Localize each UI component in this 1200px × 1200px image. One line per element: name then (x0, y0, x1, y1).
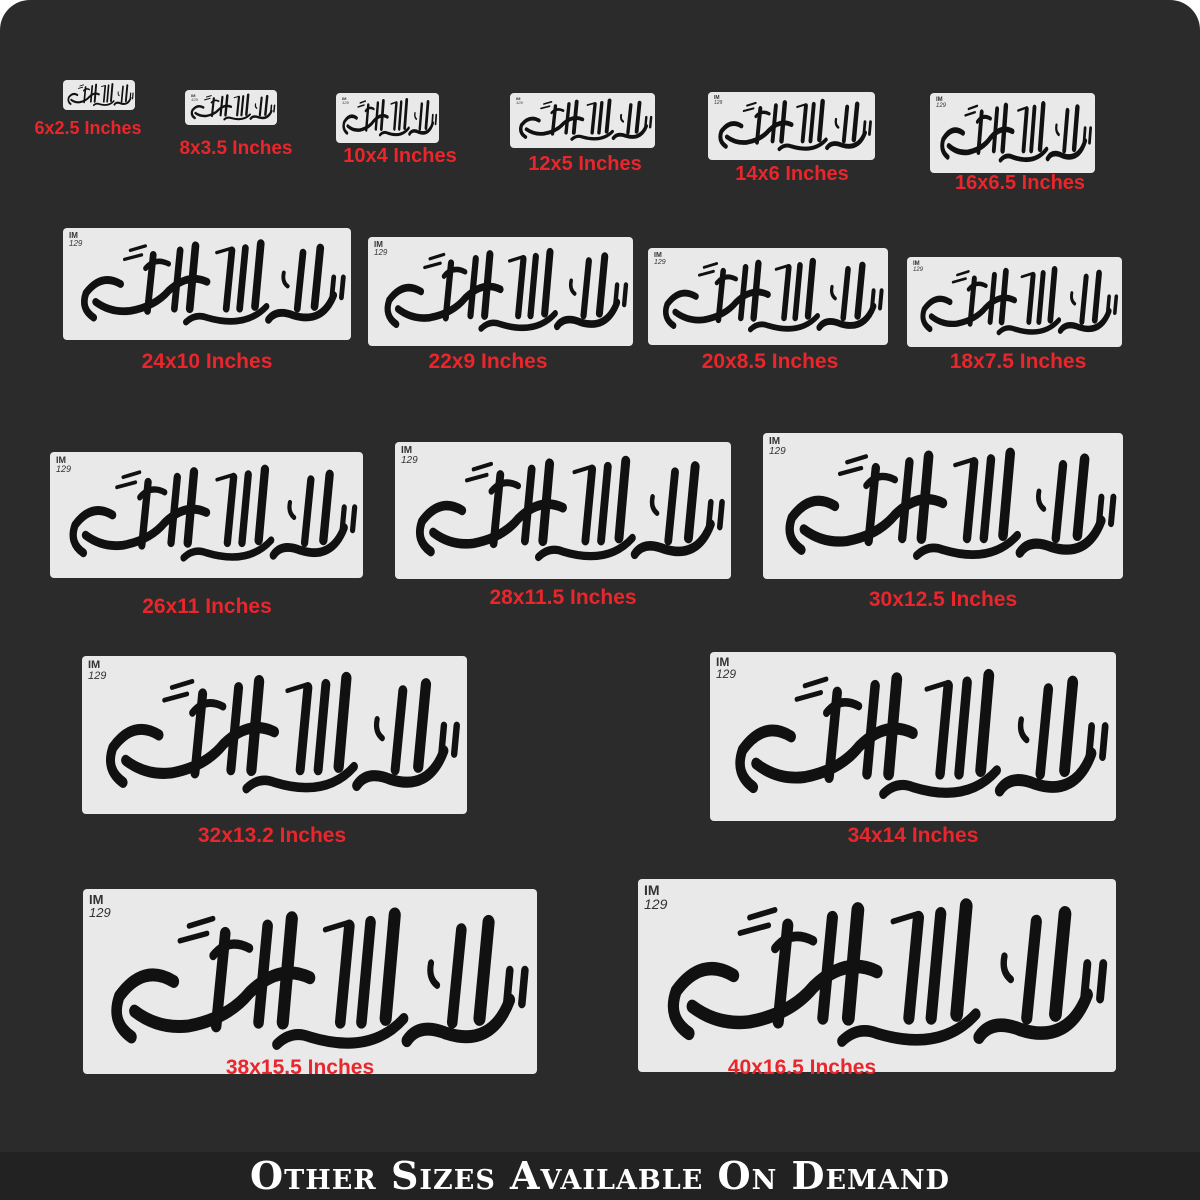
bismillah-calligraphy-icon (708, 92, 875, 160)
design-number: 129 (516, 100, 523, 105)
brand-mark: IM (89, 892, 104, 907)
design-number: 129 (654, 259, 666, 266)
stencil-card (368, 237, 633, 346)
brand-mark: IM (654, 252, 662, 259)
stencil-card (50, 452, 363, 578)
bismillah-calligraphy-icon (368, 237, 633, 346)
design-number: 129 (714, 100, 723, 106)
design-number: 129 (88, 670, 107, 682)
stencil-card (185, 90, 277, 125)
design-number: 129 (374, 248, 388, 257)
stencil-card (336, 93, 439, 143)
bismillah-calligraphy-icon (638, 879, 1116, 1072)
design-number: 129 (936, 103, 947, 109)
brand-mark: IM (769, 436, 781, 447)
brand-mark: IM (191, 93, 196, 98)
brand-mark: IM (913, 261, 920, 267)
brand-mark: IM (342, 96, 347, 101)
design-number: 129 (69, 239, 83, 248)
design-number: 129 (644, 896, 668, 912)
bismillah-calligraphy-icon (83, 889, 537, 1074)
size-label: 18x7.5 Inches (949, 350, 1087, 373)
size-label: 40x16.5 Inches (727, 1056, 877, 1079)
bismillah-calligraphy-icon (395, 442, 731, 579)
bismillah-calligraphy-icon (63, 228, 351, 340)
size-label: 28x11.5 Inches (489, 586, 637, 609)
stencil-card (82, 656, 467, 814)
stencil-card (930, 93, 1095, 173)
size-label: 38x15.5 Inches (225, 1056, 375, 1079)
bismillah-calligraphy-icon (648, 248, 888, 345)
bismillah-calligraphy-icon (763, 433, 1123, 579)
stencil-card (63, 80, 135, 110)
brand-mark: IM (714, 95, 720, 101)
stencil-card (638, 879, 1116, 1072)
size-label: 14x6 Inches (735, 163, 849, 185)
stencil-card (63, 228, 351, 340)
brand-mark: IM (644, 882, 660, 898)
size-label: 6x2.5 Inches (34, 118, 142, 138)
stencil-card (648, 248, 888, 345)
bismillah-calligraphy-icon (63, 80, 135, 110)
brand-mark: IM (56, 455, 66, 465)
stencil-card (710, 652, 1116, 821)
brand-mark: IM (88, 659, 101, 671)
brand-mark: IM (936, 97, 943, 103)
design-number: 129 (342, 100, 349, 105)
design-number: 129 (56, 464, 72, 474)
size-label: 16x6.5 Inches (954, 172, 1086, 194)
design-number: 129 (401, 455, 418, 466)
size-label: 10x4 Inches (343, 145, 457, 167)
brand-mark: IM (374, 240, 383, 249)
design-number: 129 (716, 667, 737, 681)
design-number: 129 (769, 446, 786, 457)
stencil-card (83, 889, 537, 1074)
size-label: 30x12.5 Inches (868, 588, 1018, 611)
bismillah-calligraphy-icon (930, 93, 1095, 173)
bismillah-calligraphy-icon (185, 90, 277, 125)
bismillah-calligraphy-icon (82, 656, 467, 814)
stencil-card (708, 92, 875, 160)
size-label: 34x14 Inches (847, 824, 979, 847)
design-number: 129 (191, 97, 198, 102)
size-label: 26x11 Inches (142, 595, 272, 618)
design-number: 129 (89, 905, 111, 920)
footer-banner: Other Sizes Available On Demand (250, 1153, 950, 1198)
brand-mark: IM (401, 445, 413, 456)
size-label: 20x8.5 Inches (701, 350, 839, 373)
bismillah-calligraphy-icon (336, 93, 439, 143)
bismillah-calligraphy-icon (907, 257, 1122, 347)
size-label: 8x3.5 Inches (179, 138, 293, 159)
size-label: 22x9 Inches (428, 350, 548, 373)
stencil-card (907, 257, 1122, 347)
brand-mark: IM (69, 231, 78, 240)
stencil-card (510, 93, 655, 148)
bismillah-calligraphy-icon (510, 93, 655, 148)
stencil-card (763, 433, 1123, 579)
design-number: 129 (913, 267, 924, 273)
size-label: 24x10 Inches (141, 350, 273, 373)
size-label: 32x13.2 Inches (197, 824, 347, 847)
stencil-card (395, 442, 731, 579)
brand-mark: IM (516, 96, 521, 101)
bismillah-calligraphy-icon (710, 652, 1116, 821)
brand-mark: IM (716, 655, 730, 669)
size-label: 12x5 Inches (528, 153, 642, 175)
bismillah-calligraphy-icon (50, 452, 363, 578)
